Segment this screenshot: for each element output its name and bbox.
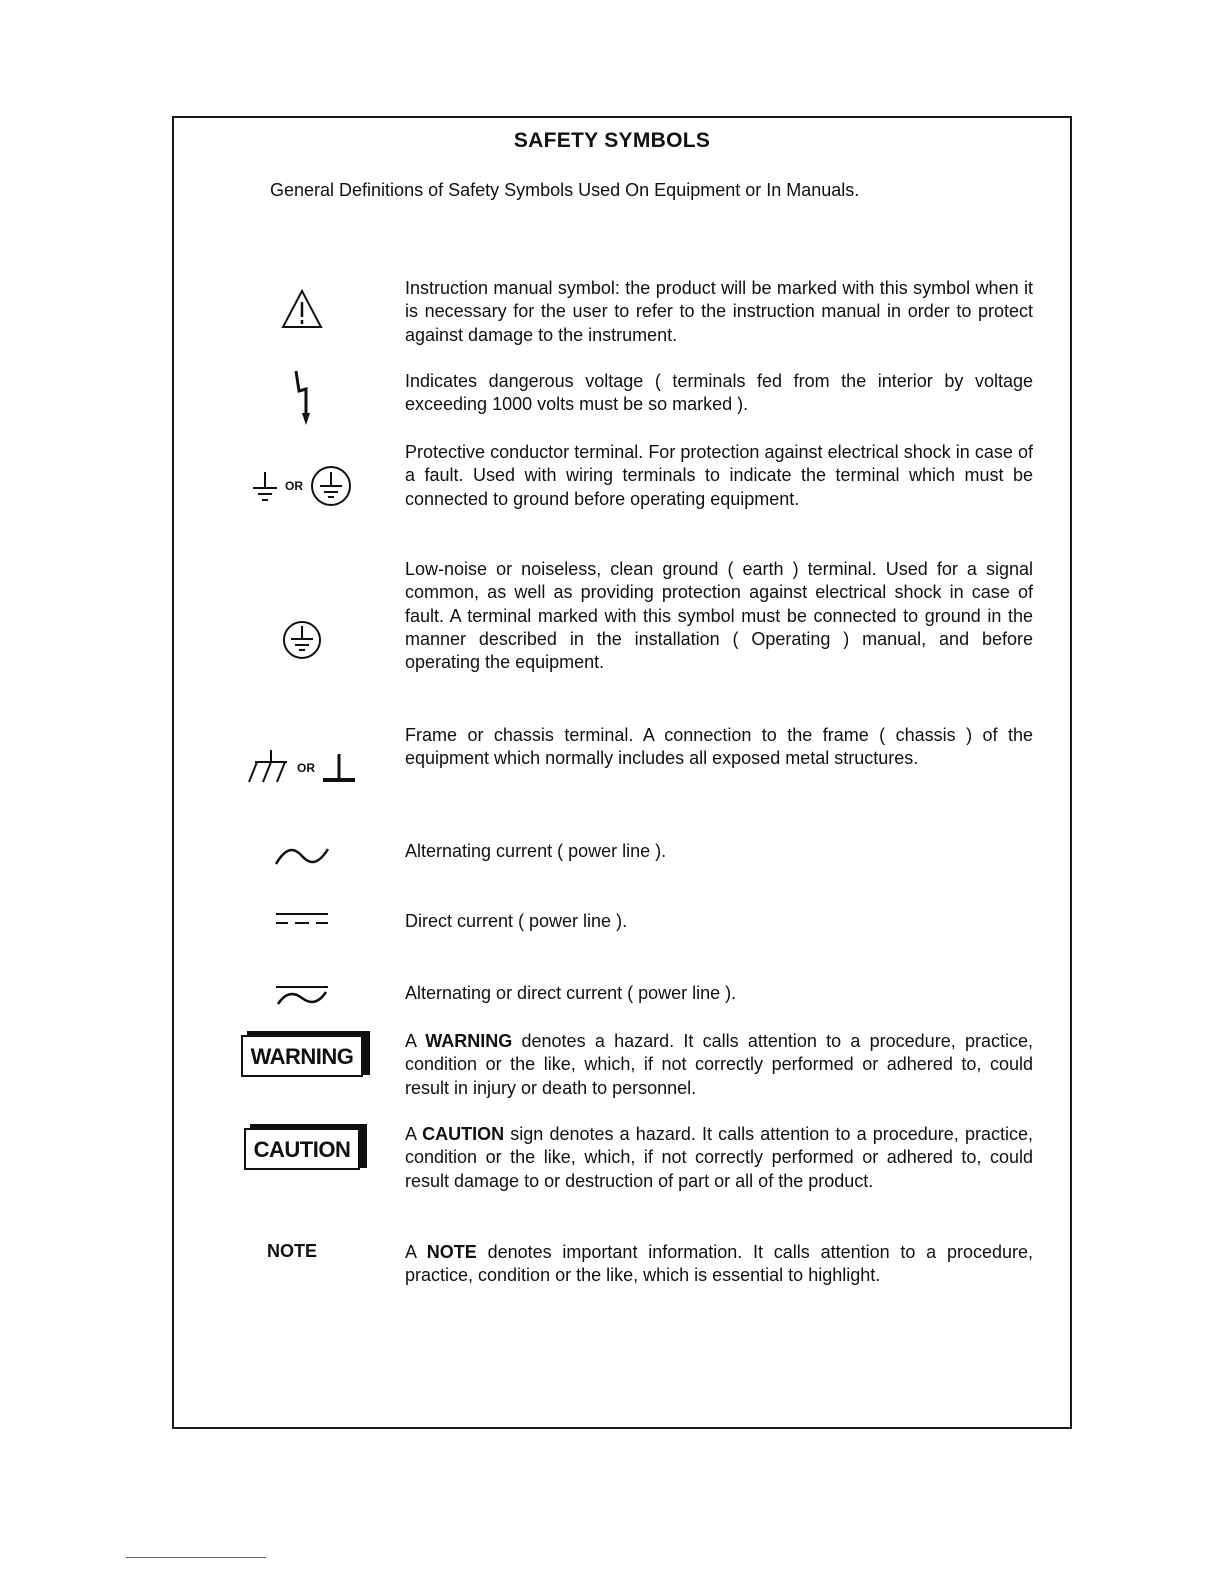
or-label: OR — [297, 761, 315, 775]
caution-keyword: CAUTION — [422, 1124, 505, 1144]
protective-conductor-description: Protective conductor terminal. For protection against electrical shock in case of a fault. Used with wiring terminals to indicate the terminal which must be connected to ground before operating equipment. — [405, 442, 1033, 509]
warning-description — [405, 1030, 1033, 1100]
note-keyword: NOTE — [426, 1242, 477, 1262]
page-title: SAFETY SYMBOLS — [513, 129, 711, 152]
note-symbol — [212, 1239, 372, 1263]
warning-text: denotes a hazard. It calls attention to a procedure, practice, condition or the like, which, if not correctly performed or adhered to, could result in injury or death to personnel. — [405, 1031, 1033, 1098]
note-description — [405, 1241, 1033, 1288]
caution-text: sign denotes a hazard. It calls attention to a procedure, practice, condition or the like, which, if not correctly performed or adhered to, could result damage to or destruction of part or all of the product. — [405, 1124, 1033, 1191]
or-label: OR — [285, 479, 303, 493]
note-label: NOTE — [266, 1240, 317, 1261]
ground-icon — [251, 466, 279, 506]
protective-conductor-ground-icon — [309, 464, 353, 508]
warning-sign-symbol — [222, 1034, 382, 1078]
direct-current-icon — [274, 910, 330, 928]
direct-current-symbol — [222, 908, 382, 930]
frame-chassis-terminal-icon — [247, 748, 291, 788]
page-footer-rule — [126, 1557, 266, 1558]
caution-sign-symbol — [222, 1127, 382, 1171]
frame-chassis-symbol — [222, 744, 382, 792]
caution-sign-label: CAUTION — [244, 1128, 361, 1170]
caution-lead: A — [405, 1124, 417, 1144]
clean-ground-description: Low-noise or noiseless, clean ground ( earth ) terminal. Used for a signal common, as well as providing protection against electrical shock in case of fault. A terminal marked with this symbol must be connected to ground in the manner described in the installation ( Operating ) manual, and before operating the equipment. — [405, 559, 1033, 673]
alternating-current-description: Alternating current ( power line ). — [405, 841, 667, 861]
warning-sign-label: WARNING — [241, 1035, 364, 1077]
warning-lead: A — [405, 1031, 417, 1051]
alternating-current-icon — [274, 845, 330, 867]
frame-chassis-description: Frame or chassis terminal. A connection to the frame ( chassis ) of the equipment which normally includes all exposed metal structures. — [405, 725, 1033, 769]
ac-dc-current-icon — [274, 984, 330, 1006]
clean-ground-circle-icon — [280, 618, 324, 662]
page-subtitle: General Definitions of Safety Symbols Used On Equipment or In Manuals. — [270, 180, 860, 200]
instruction-manual-description: Instruction manual symbol: the product will be marked with this symbol when it is necessary for the user to refer to the instruction manual in order to protect against damage to the instrument. — [405, 278, 1033, 345]
dangerous-voltage-symbol — [222, 368, 382, 428]
instruction-manual-symbol — [222, 284, 382, 334]
caution-description — [405, 1123, 1033, 1193]
note-lead: A — [405, 1242, 417, 1262]
ac-dc-current-symbol — [222, 982, 382, 1008]
clean-ground-symbol — [222, 618, 382, 662]
common-terminal-icon — [321, 750, 357, 786]
instruction-manual-triangle-icon — [280, 287, 324, 331]
dangerous-voltage-description: Indicates dangerous voltage ( terminals fed from the interior by voltage exceeding 1000 volts must be so marked ). — [405, 371, 1033, 415]
alternating-current-symbol — [222, 843, 382, 869]
protective-conductor-symbol — [222, 462, 382, 510]
warning-keyword: WARNING — [425, 1031, 513, 1051]
note-text: denotes important information. It calls attention to a procedure, practice, condition or the like, which is essential to highlight. — [405, 1242, 1033, 1286]
ac-dc-current-description: Alternating or direct current ( power line ). — [405, 983, 737, 1003]
dangerous-voltage-bolt-icon — [290, 369, 314, 427]
direct-current-description: Direct current ( power line ). — [405, 911, 628, 931]
